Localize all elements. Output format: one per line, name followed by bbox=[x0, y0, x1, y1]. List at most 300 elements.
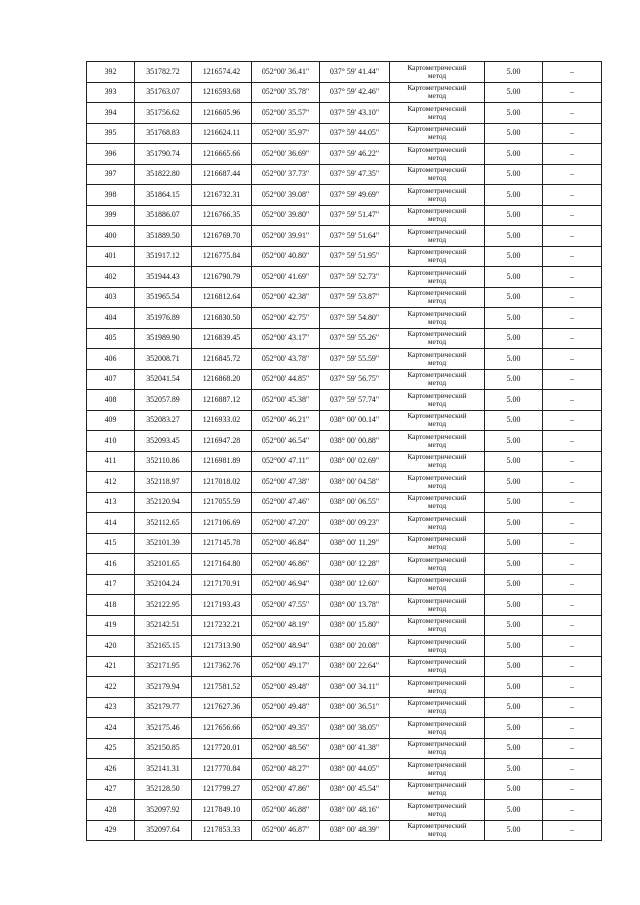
method-line-2: метод bbox=[427, 419, 447, 429]
x-coordinate: 352128.50 bbox=[135, 779, 192, 800]
method-line-2: метод bbox=[427, 152, 447, 162]
determination-method bbox=[390, 595, 485, 616]
longitude: 037° 59' 53.87" bbox=[320, 287, 390, 308]
x-coordinate: 351864.15 bbox=[135, 185, 192, 206]
method-line-2: метод bbox=[427, 767, 447, 777]
dash-cell: – bbox=[543, 328, 602, 349]
longitude: 037° 59' 55.59" bbox=[320, 349, 390, 370]
method-line-2: метод bbox=[427, 296, 447, 306]
determination-method bbox=[390, 328, 485, 349]
latitude: 052°00' 47.38" bbox=[252, 472, 320, 493]
y-coordinate: 1217313.90 bbox=[192, 636, 252, 657]
method-line-1: Картометрический bbox=[407, 452, 467, 462]
dash-cell: – bbox=[543, 103, 602, 124]
method-line-2: метод bbox=[427, 398, 447, 408]
accuracy-value: 5.00 bbox=[485, 287, 543, 308]
method-line-1: Картометрический bbox=[407, 698, 467, 708]
point-number: 426 bbox=[87, 759, 135, 780]
table-row bbox=[87, 820, 602, 841]
method-line-1: Картометрический bbox=[407, 657, 467, 667]
table-row bbox=[87, 677, 602, 698]
x-coordinate: 352097.64 bbox=[135, 820, 192, 841]
x-coordinate: 351976.89 bbox=[135, 308, 192, 329]
table-row bbox=[87, 62, 602, 83]
y-coordinate: 1216766.35 bbox=[192, 205, 252, 226]
table-row bbox=[87, 390, 602, 411]
table-row bbox=[87, 472, 602, 493]
point-number: 429 bbox=[87, 820, 135, 841]
longitude: 038° 00' 13.78" bbox=[320, 595, 390, 616]
x-coordinate: 351965.54 bbox=[135, 287, 192, 308]
method-line-1: Картометрический bbox=[407, 677, 467, 687]
point-number: 405 bbox=[87, 328, 135, 349]
table-row bbox=[87, 697, 602, 718]
table-row bbox=[87, 615, 602, 636]
point-number: 417 bbox=[87, 574, 135, 595]
y-coordinate: 1216981.89 bbox=[192, 451, 252, 472]
method-line-1: Картометрический bbox=[407, 534, 467, 544]
accuracy-value: 5.00 bbox=[485, 554, 543, 575]
longitude: 037° 59' 55.26" bbox=[320, 328, 390, 349]
accuracy-value: 5.00 bbox=[485, 349, 543, 370]
accuracy-value: 5.00 bbox=[485, 820, 543, 841]
determination-method bbox=[390, 123, 485, 144]
longitude: 037° 59' 46.22" bbox=[320, 144, 390, 165]
point-number: 399 bbox=[87, 205, 135, 226]
x-coordinate: 352057.89 bbox=[135, 390, 192, 411]
table-row bbox=[87, 308, 602, 329]
accuracy-value: 5.00 bbox=[485, 267, 543, 288]
method-line-1: Картометрический bbox=[407, 472, 467, 482]
y-coordinate: 1217145.78 bbox=[192, 533, 252, 554]
latitude: 052°00' 46.87" bbox=[252, 820, 320, 841]
method-line-2: метод bbox=[427, 788, 447, 798]
y-coordinate: 1216947.28 bbox=[192, 431, 252, 452]
accuracy-value: 5.00 bbox=[485, 697, 543, 718]
method-line-2: метод bbox=[427, 706, 447, 716]
accuracy-value: 5.00 bbox=[485, 595, 543, 616]
dash-cell: – bbox=[543, 226, 602, 247]
method-line-1: Картометрический bbox=[407, 185, 467, 195]
dash-cell: – bbox=[543, 82, 602, 103]
coordinates-sheet bbox=[86, 61, 601, 841]
table-row bbox=[87, 779, 602, 800]
method-line-1: Картометрический bbox=[407, 718, 467, 728]
y-coordinate: 1216687.44 bbox=[192, 164, 252, 185]
determination-method bbox=[390, 636, 485, 657]
dash-cell: – bbox=[543, 513, 602, 534]
accuracy-value: 5.00 bbox=[485, 533, 543, 554]
method-line-1: Картометрический bbox=[407, 83, 467, 93]
method-line-2: метод bbox=[427, 378, 447, 388]
point-number: 401 bbox=[87, 246, 135, 267]
longitude: 037° 59' 56.75" bbox=[320, 369, 390, 390]
dash-cell: – bbox=[543, 369, 602, 390]
y-coordinate: 1216624.11 bbox=[192, 123, 252, 144]
method-line-2: метод bbox=[427, 132, 447, 142]
latitude: 052°00' 47.11" bbox=[252, 451, 320, 472]
point-number: 395 bbox=[87, 123, 135, 144]
method-line-2: метод bbox=[427, 562, 447, 572]
accuracy-value: 5.00 bbox=[485, 472, 543, 493]
y-coordinate: 1216574.42 bbox=[192, 62, 252, 83]
table-row bbox=[87, 574, 602, 595]
longitude: 038° 00' 12.60" bbox=[320, 574, 390, 595]
x-coordinate: 352179.94 bbox=[135, 677, 192, 698]
table-row bbox=[87, 164, 602, 185]
latitude: 052°00' 35.97" bbox=[252, 123, 320, 144]
accuracy-value: 5.00 bbox=[485, 779, 543, 800]
latitude: 052°00' 36.41" bbox=[252, 62, 320, 83]
method-line-1: Картометрический bbox=[407, 62, 467, 72]
table-row bbox=[87, 103, 602, 124]
latitude: 052°00' 49.17" bbox=[252, 656, 320, 677]
accuracy-value: 5.00 bbox=[485, 185, 543, 206]
dash-cell: – bbox=[543, 554, 602, 575]
accuracy-value: 5.00 bbox=[485, 123, 543, 144]
method-line-2: метод bbox=[427, 234, 447, 244]
determination-method bbox=[390, 369, 485, 390]
x-coordinate: 352083.27 bbox=[135, 410, 192, 431]
y-coordinate: 1216605.96 bbox=[192, 103, 252, 124]
point-number: 398 bbox=[87, 185, 135, 206]
dash-cell: – bbox=[543, 308, 602, 329]
method-line-1: Картометрический bbox=[407, 575, 467, 585]
longitude: 038° 00' 38.05" bbox=[320, 718, 390, 739]
method-line-1: Картометрический bbox=[407, 103, 467, 113]
accuracy-value: 5.00 bbox=[485, 759, 543, 780]
x-coordinate: 352104.24 bbox=[135, 574, 192, 595]
y-coordinate: 1216593.68 bbox=[192, 82, 252, 103]
longitude: 038° 00' 34.11" bbox=[320, 677, 390, 698]
y-coordinate: 1216775.84 bbox=[192, 246, 252, 267]
longitude: 038° 00' 15.80" bbox=[320, 615, 390, 636]
y-coordinate: 1217164.80 bbox=[192, 554, 252, 575]
latitude: 052°00' 35.57" bbox=[252, 103, 320, 124]
accuracy-value: 5.00 bbox=[485, 656, 543, 677]
table-row bbox=[87, 636, 602, 657]
determination-method bbox=[390, 205, 485, 226]
latitude: 052°00' 48.27" bbox=[252, 759, 320, 780]
method-line-2: метод bbox=[427, 255, 447, 265]
dash-cell: – bbox=[543, 62, 602, 83]
x-coordinate: 352165.15 bbox=[135, 636, 192, 657]
point-number: 428 bbox=[87, 800, 135, 821]
method-line-2: метод bbox=[427, 829, 447, 839]
latitude: 052°00' 46.54" bbox=[252, 431, 320, 452]
determination-method bbox=[390, 144, 485, 165]
method-line-1: Картометрический bbox=[407, 739, 467, 749]
table-row bbox=[87, 369, 602, 390]
x-coordinate: 352110.86 bbox=[135, 451, 192, 472]
method-line-1: Картометрический bbox=[407, 370, 467, 380]
dash-cell: – bbox=[543, 144, 602, 165]
accuracy-value: 5.00 bbox=[485, 164, 543, 185]
method-line-1: Картометрический bbox=[407, 349, 467, 359]
determination-method bbox=[390, 390, 485, 411]
x-coordinate: 351944.43 bbox=[135, 267, 192, 288]
x-coordinate: 352171.95 bbox=[135, 656, 192, 677]
method-line-1: Картометрический bbox=[407, 595, 467, 605]
longitude: 038° 00' 09.23" bbox=[320, 513, 390, 534]
dash-cell: – bbox=[543, 636, 602, 657]
point-number: 394 bbox=[87, 103, 135, 124]
accuracy-value: 5.00 bbox=[485, 62, 543, 83]
method-line-2: метод bbox=[427, 542, 447, 552]
longitude: 037° 59' 54.80" bbox=[320, 308, 390, 329]
method-line-2: метод bbox=[427, 70, 447, 80]
latitude: 052°00' 46.86" bbox=[252, 554, 320, 575]
y-coordinate: 1217362.76 bbox=[192, 656, 252, 677]
x-coordinate: 351886.07 bbox=[135, 205, 192, 226]
method-line-2: метод bbox=[427, 624, 447, 634]
y-coordinate: 1216933.02 bbox=[192, 410, 252, 431]
dash-cell: – bbox=[543, 472, 602, 493]
point-number: 425 bbox=[87, 738, 135, 759]
x-coordinate: 352101.65 bbox=[135, 554, 192, 575]
latitude: 052°00' 35.78" bbox=[252, 82, 320, 103]
point-number: 423 bbox=[87, 697, 135, 718]
determination-method bbox=[390, 451, 485, 472]
longitude: 038° 00' 36.51" bbox=[320, 697, 390, 718]
accuracy-value: 5.00 bbox=[485, 246, 543, 267]
dash-cell: – bbox=[543, 677, 602, 698]
latitude: 052°00' 47.86" bbox=[252, 779, 320, 800]
accuracy-value: 5.00 bbox=[485, 410, 543, 431]
table-row bbox=[87, 144, 602, 165]
dash-cell: – bbox=[543, 390, 602, 411]
dash-cell: – bbox=[543, 267, 602, 288]
y-coordinate: 1216790.79 bbox=[192, 267, 252, 288]
method-line-2: метод bbox=[427, 644, 447, 654]
determination-method bbox=[390, 656, 485, 677]
x-coordinate: 351782.72 bbox=[135, 62, 192, 83]
point-number: 422 bbox=[87, 677, 135, 698]
method-line-2: метод bbox=[427, 460, 447, 470]
latitude: 052°00' 47.55" bbox=[252, 595, 320, 616]
dash-cell: – bbox=[543, 123, 602, 144]
determination-method bbox=[390, 738, 485, 759]
longitude: 038° 00' 00.14" bbox=[320, 410, 390, 431]
dash-cell: – bbox=[543, 185, 602, 206]
table-row bbox=[87, 451, 602, 472]
latitude: 052°00' 44.85" bbox=[252, 369, 320, 390]
method-line-1: Картометрический bbox=[407, 267, 467, 277]
dash-cell: – bbox=[543, 410, 602, 431]
accuracy-value: 5.00 bbox=[485, 677, 543, 698]
longitude: 038° 00' 06.55" bbox=[320, 492, 390, 513]
method-line-1: Картометрический bbox=[407, 821, 467, 831]
method-line-2: метод bbox=[427, 726, 447, 736]
method-line-1: Картометрический bbox=[407, 759, 467, 769]
y-coordinate: 1217193.43 bbox=[192, 595, 252, 616]
latitude: 052°00' 39.80" bbox=[252, 205, 320, 226]
determination-method bbox=[390, 533, 485, 554]
longitude: 038° 00' 45.54" bbox=[320, 779, 390, 800]
dash-cell: – bbox=[543, 738, 602, 759]
dash-cell: – bbox=[543, 697, 602, 718]
longitude: 037° 59' 52.73" bbox=[320, 267, 390, 288]
latitude: 052°00' 49.35" bbox=[252, 718, 320, 739]
method-line-1: Картометрический bbox=[407, 247, 467, 257]
longitude: 037° 59' 51.47" bbox=[320, 205, 390, 226]
latitude: 052°00' 43.17" bbox=[252, 328, 320, 349]
dash-cell: – bbox=[543, 492, 602, 513]
point-number: 418 bbox=[87, 595, 135, 616]
method-line-1: Картометрический bbox=[407, 431, 467, 441]
y-coordinate: 1217018.02 bbox=[192, 472, 252, 493]
x-coordinate: 352175.46 bbox=[135, 718, 192, 739]
coordinates-table bbox=[86, 61, 602, 841]
point-number: 421 bbox=[87, 656, 135, 677]
y-coordinate: 1216887.12 bbox=[192, 390, 252, 411]
x-coordinate: 352179.77 bbox=[135, 697, 192, 718]
x-coordinate: 352097.92 bbox=[135, 800, 192, 821]
longitude: 037° 59' 51.64" bbox=[320, 226, 390, 247]
longitude: 038° 00' 20.08" bbox=[320, 636, 390, 657]
latitude: 052°00' 36.69" bbox=[252, 144, 320, 165]
accuracy-value: 5.00 bbox=[485, 205, 543, 226]
latitude: 052°00' 42.38" bbox=[252, 287, 320, 308]
x-coordinate: 351889.50 bbox=[135, 226, 192, 247]
accuracy-value: 5.00 bbox=[485, 738, 543, 759]
dash-cell: – bbox=[543, 349, 602, 370]
y-coordinate: 1217055.59 bbox=[192, 492, 252, 513]
accuracy-value: 5.00 bbox=[485, 513, 543, 534]
method-line-1: Картометрический bbox=[407, 124, 467, 134]
latitude: 052°00' 39.08" bbox=[252, 185, 320, 206]
latitude: 052°00' 46.94" bbox=[252, 574, 320, 595]
determination-method bbox=[390, 62, 485, 83]
longitude: 037° 59' 43.10" bbox=[320, 103, 390, 124]
determination-method bbox=[390, 267, 485, 288]
dash-cell: – bbox=[543, 800, 602, 821]
point-number: 424 bbox=[87, 718, 135, 739]
determination-method bbox=[390, 677, 485, 698]
method-line-2: метод bbox=[427, 337, 447, 347]
method-line-2: метод bbox=[427, 583, 447, 593]
determination-method bbox=[390, 82, 485, 103]
method-line-1: Картометрический bbox=[407, 493, 467, 503]
point-number: 400 bbox=[87, 226, 135, 247]
latitude: 052°00' 48.19" bbox=[252, 615, 320, 636]
y-coordinate: 1217170.91 bbox=[192, 574, 252, 595]
dash-cell: – bbox=[543, 820, 602, 841]
point-number: 402 bbox=[87, 267, 135, 288]
longitude: 038° 00' 02.69" bbox=[320, 451, 390, 472]
latitude: 052°00' 46.88" bbox=[252, 800, 320, 821]
longitude: 038° 00' 22.64" bbox=[320, 656, 390, 677]
y-coordinate: 1217799.27 bbox=[192, 779, 252, 800]
method-line-2: метод bbox=[427, 685, 447, 695]
method-line-1: Картометрический bbox=[407, 616, 467, 626]
latitude: 052°00' 45.38" bbox=[252, 390, 320, 411]
accuracy-value: 5.00 bbox=[485, 636, 543, 657]
dash-cell: – bbox=[543, 718, 602, 739]
method-line-2: метод bbox=[427, 665, 447, 675]
x-coordinate: 352008.71 bbox=[135, 349, 192, 370]
accuracy-value: 5.00 bbox=[485, 328, 543, 349]
determination-method bbox=[390, 820, 485, 841]
y-coordinate: 1217581.52 bbox=[192, 677, 252, 698]
table-row bbox=[87, 513, 602, 534]
table-row bbox=[87, 554, 602, 575]
table-row bbox=[87, 185, 602, 206]
longitude: 038° 00' 00.88" bbox=[320, 431, 390, 452]
table-row bbox=[87, 738, 602, 759]
table-row bbox=[87, 492, 602, 513]
table-row bbox=[87, 287, 602, 308]
y-coordinate: 1217656.66 bbox=[192, 718, 252, 739]
table-row bbox=[87, 123, 602, 144]
table-row bbox=[87, 759, 602, 780]
determination-method bbox=[390, 472, 485, 493]
longitude: 038° 00' 44.05" bbox=[320, 759, 390, 780]
x-coordinate: 351790.74 bbox=[135, 144, 192, 165]
point-number: 392 bbox=[87, 62, 135, 83]
method-line-2: метод bbox=[427, 275, 447, 285]
dash-cell: – bbox=[543, 451, 602, 472]
method-line-1: Картометрический bbox=[407, 780, 467, 790]
x-coordinate: 351768.83 bbox=[135, 123, 192, 144]
x-coordinate: 352041.54 bbox=[135, 369, 192, 390]
point-number: 403 bbox=[87, 287, 135, 308]
method-line-1: Картометрический bbox=[407, 165, 467, 175]
determination-method bbox=[390, 246, 485, 267]
longitude: 037° 59' 49.69" bbox=[320, 185, 390, 206]
determination-method bbox=[390, 103, 485, 124]
accuracy-value: 5.00 bbox=[485, 492, 543, 513]
method-line-1: Картометрический bbox=[407, 206, 467, 216]
table-row bbox=[87, 226, 602, 247]
longitude: 038° 00' 48.39" bbox=[320, 820, 390, 841]
method-line-2: метод bbox=[427, 501, 447, 511]
latitude: 052°00' 39.91" bbox=[252, 226, 320, 247]
longitude: 038° 00' 04.58" bbox=[320, 472, 390, 493]
latitude: 052°00' 37.73" bbox=[252, 164, 320, 185]
accuracy-value: 5.00 bbox=[485, 82, 543, 103]
latitude: 052°00' 49.48" bbox=[252, 677, 320, 698]
y-coordinate: 1217853.33 bbox=[192, 820, 252, 841]
method-line-1: Картометрический bbox=[407, 411, 467, 421]
table-row bbox=[87, 267, 602, 288]
latitude: 052°00' 49.48" bbox=[252, 697, 320, 718]
longitude: 037° 59' 47.35" bbox=[320, 164, 390, 185]
point-number: 404 bbox=[87, 308, 135, 329]
point-number: 419 bbox=[87, 615, 135, 636]
method-line-1: Картометрический bbox=[407, 329, 467, 339]
point-number: 415 bbox=[87, 533, 135, 554]
method-line-1: Картометрический bbox=[407, 513, 467, 523]
determination-method bbox=[390, 410, 485, 431]
longitude: 038° 00' 12.28" bbox=[320, 554, 390, 575]
determination-method bbox=[390, 554, 485, 575]
accuracy-value: 5.00 bbox=[485, 103, 543, 124]
determination-method bbox=[390, 779, 485, 800]
method-line-1: Картометрический bbox=[407, 226, 467, 236]
method-line-1: Картометрический bbox=[407, 144, 467, 154]
accuracy-value: 5.00 bbox=[485, 144, 543, 165]
determination-method bbox=[390, 308, 485, 329]
latitude: 052°00' 42.75" bbox=[252, 308, 320, 329]
dash-cell: – bbox=[543, 779, 602, 800]
determination-method bbox=[390, 513, 485, 534]
determination-method bbox=[390, 718, 485, 739]
point-number: 393 bbox=[87, 82, 135, 103]
method-line-2: метод bbox=[427, 603, 447, 613]
determination-method bbox=[390, 349, 485, 370]
method-line-2: метод bbox=[427, 173, 447, 183]
